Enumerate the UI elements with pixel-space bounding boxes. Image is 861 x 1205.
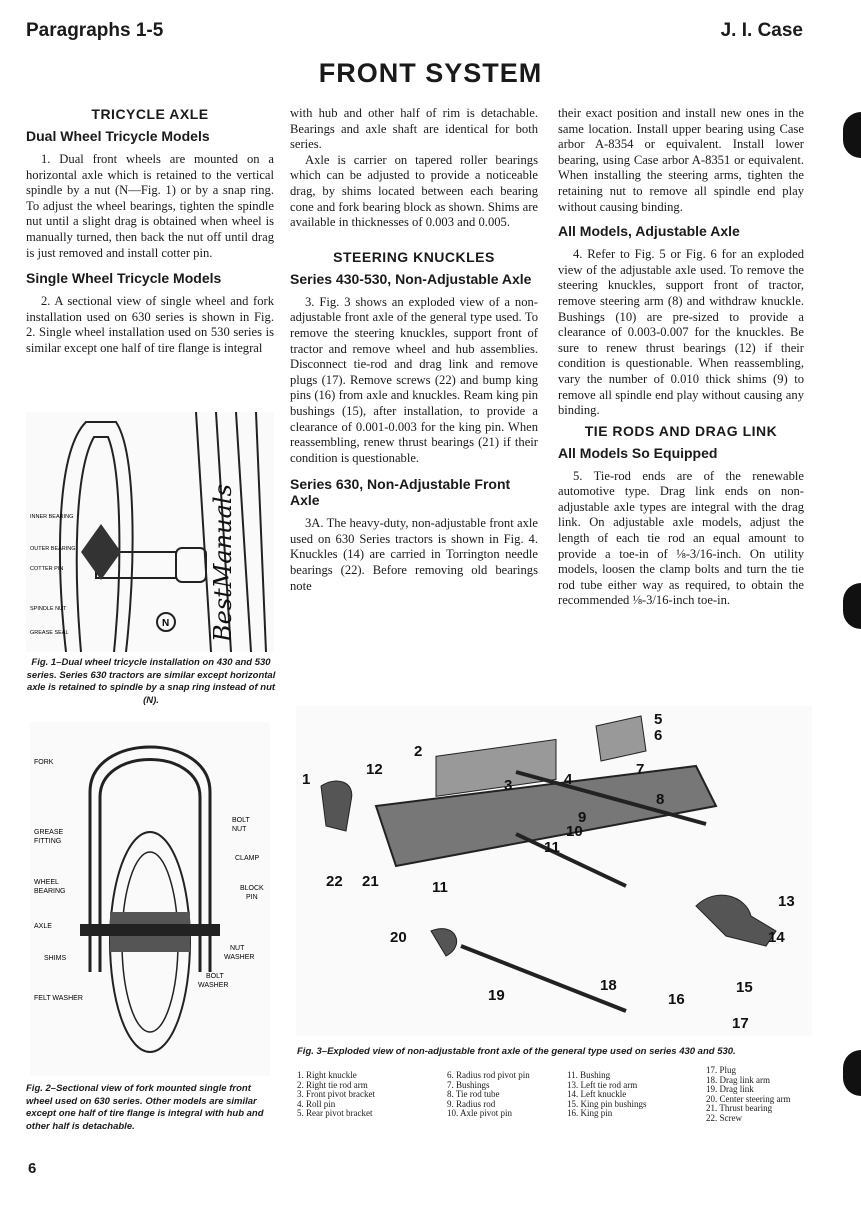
fig2-label-axle: AXLE — [34, 923, 52, 930]
legend-item: 18. Drag link arm — [706, 1074, 770, 1085]
fig1-label-outer-bearing: OUTER BEARING — [30, 546, 76, 552]
right-knuckle-shape — [321, 781, 352, 831]
edge-thumb-tab-top — [843, 112, 861, 158]
fig2-label-wheel: WHEEL — [34, 879, 59, 886]
legend-item: 3. Front pivot bracket — [297, 1089, 375, 1100]
fig2-label-bearing: BEARING — [34, 888, 66, 895]
callout-3: 3 — [504, 777, 513, 794]
legend-item: 2. Right tie rod arm — [297, 1079, 368, 1090]
legend-item: 9. Radius rod — [447, 1098, 496, 1109]
fig2-label-nut: NUT — [232, 826, 247, 833]
callout-22: 22 — [326, 873, 343, 890]
legend-item: 14. Left knuckle — [567, 1089, 627, 1100]
section-heading-tricycle-axle: TRICYCLE AXLE — [91, 106, 209, 122]
fig2-label-bolt-2: BOLT — [206, 973, 224, 980]
legend-item: 8. Tie rod tube — [447, 1089, 500, 1100]
callout-14: 14 — [768, 929, 785, 946]
page-title: FRONT SYSTEM — [318, 58, 543, 88]
paragraph-3a-continued: their exact position and install new ones in the same location. Install upper bearing using Case arbor A-8354 or equivalent. Install lower bearing, using Case arbor A-8351 or equivalent. When installing the steering arms, tighten the retaining nut to remove all spindle end play without causing binding. — [558, 106, 804, 214]
paragraph-5: 5. Tie-rod ends are of the renewable automotive type. Drag link ends on non-adjustable axle types are integral with the drag link. On adjustable axle models, adjust the length of each tie rod an equal amount to provide a toe-in of ⅛-3/16-inch. On utility models, loosen the clamp bolts and turn the tie rod tube either way as required, to obtain the recommended ⅛-3/16-inch toe-in. — [558, 468, 804, 608]
paragraph-4: 4. Refer to Fig. 5 or Fig. 6 for an exploded view of the adjustable axle used. To remove the steering knuckles, support front of tractor, remove steering arm (8) and withdraw knuckle. Bushings (10) are pre-sized to provide a clearance of 0.003-0.007 for the knuckles. Be sure to renew thrust bearings (12) if their condition is questionable. When reassembling, vary the number of 0.010 thick shims (9) to remove all spindle end play without causing any binding. — [558, 247, 804, 418]
axle-shape — [80, 924, 220, 936]
callout-12: 12 — [366, 761, 383, 778]
paragraph-2: 2. A sectional view of single wheel and fork installation used on 630 series is shown in Fig. 2. Single wheel installation used on 530 series is similar except one half of tire flange is integral — [26, 294, 274, 355]
subheading-adjustable-axle: All Models, Adjustable Axle — [558, 223, 740, 240]
fig2-label-nut-2: NUT — [230, 945, 245, 952]
fig2-label-fork: FORK — [34, 759, 54, 766]
subheading-single-wheel: Single Wheel Tricycle Models — [26, 270, 222, 287]
figure-2-fork-wheel-illustration — [30, 722, 270, 1076]
center-steering-arm-shape — [431, 929, 457, 956]
legend-column-4 — [706, 1066, 818, 1124]
legend-item: 22. Screw — [706, 1112, 742, 1123]
watermark-text: BestManuals — [209, 484, 237, 642]
fig2-label-shims: SHIMS — [44, 955, 67, 962]
fig2-label-bolt: BOLT — [232, 817, 250, 824]
paragraph-3a: 3A. The heavy-duty, non-adjustable front axle used on 630 Series tractors is shown in Fig. 4. Knuckles (14) are carried in Torrington needle bearings (22). Before removing old bearings note — [290, 516, 538, 593]
legend-item: 6. Radius rod pivot pin — [447, 1070, 530, 1080]
paragraph-axle-bearings: Axle is carrier on tapered roller bearings which can be adjusted to provide a noticeable drag, by shims located between each bearing cone and fork bearing block as shown. Shims are available in thicknesses of 0.003 and 0.005. — [290, 152, 538, 230]
paragraph-1: 1. Dual front wheels are mounted on a horizontal axle which is retained to the vertical spindle by a nut (N—Fig. 1) or by a snap ring. To adjust the wheel bearings, tighten the spindle nut until a slight drag is obtained when wheel is manually turned, then back the nut off until drag is just removed and install cotter pin. — [26, 152, 274, 260]
legend-column-1 — [297, 1071, 437, 1119]
fig1-label-grease-seal: GREASE SEAL — [30, 630, 69, 636]
figure-1-caption: Fig. 1–Dual wheel tricycle installation on 430 and 530 series. Series 630 tractors are similar except horizontal axle is retained to spindle by a snap ring instead of nut (N). — [26, 657, 276, 706]
subheading-series-430-530: Series 430-530, Non-Adjustable Axle — [290, 270, 532, 287]
fig2-label-clamp: CLAMP — [235, 855, 260, 862]
legend-item: 13. Left tie rod arm — [567, 1079, 638, 1090]
legend-column-2 — [447, 1071, 587, 1119]
callout-6: 6 — [654, 727, 663, 744]
fig2-label-washer: WASHER — [224, 954, 255, 961]
edge-thumb-tab-bottom — [843, 1050, 861, 1096]
figure-1-dual-wheel-illustration — [26, 412, 274, 652]
callout-5: 5 — [654, 711, 663, 728]
callout-10: 10 — [566, 823, 583, 840]
paragraph-2-continued: with hub and other half of rim is detachable. Bearings and axle shaft are identical for both series. — [290, 106, 538, 152]
section-heading-tie-rods: TIE RODS AND DRAG LINK — [584, 422, 778, 439]
fig2-label-pin: PIN — [246, 894, 258, 901]
legend-item: 1. Right knuckle — [297, 1070, 357, 1080]
callout-2: 2 — [414, 743, 423, 760]
legend-item: 19. Drag link — [706, 1084, 754, 1095]
fig2-label-felt-washer: FELT WASHER — [34, 995, 83, 1002]
fig1-label-spindle-nut: SPINDLE NUT — [30, 606, 67, 612]
legend-item: 15. King pin bushings — [567, 1098, 647, 1109]
figure-3-exploded-axle-illustration — [296, 706, 812, 1036]
callout-8: 8 — [656, 791, 665, 808]
fig2-label-washer-2: WASHER — [198, 982, 229, 989]
callout-9: 9 — [578, 809, 587, 826]
running-header-left: Paragraphs 1-5 — [26, 20, 164, 41]
figure-2-caption: Fig. 2–Sectional view of fork mounted single front wheel used on 630 series. Other models are similar except one half of tire flange is integral with hub and other half is detachable. — [26, 1083, 264, 1132]
callout-11-upper: 11 — [544, 839, 560, 856]
legend-column-3 — [567, 1071, 707, 1119]
legend-item: 21. Thrust bearing — [706, 1103, 773, 1114]
edge-thumb-tab-middle — [843, 583, 861, 629]
callout-11-lower: 11 — [432, 879, 448, 896]
subheading-series-630: Series 630, Non-Adjustable Front Axle — [290, 476, 511, 509]
page-number: 6 — [28, 1160, 37, 1177]
fig1-label-cotter-pin: COTTER PIN — [30, 566, 64, 572]
figure-3-caption: Fig. 3–Exploded view of non-adjustable front axle of the general type used on series 430 and 530. — [297, 1046, 736, 1057]
fig2-label-fitting: FITTING — [34, 838, 62, 845]
callout-1: 1 — [302, 771, 311, 788]
subheading-dual-wheel: Dual Wheel Tricycle Models — [26, 128, 210, 144]
callout-7: 7 — [636, 761, 645, 778]
hub-assembly-shape — [81, 524, 121, 580]
callout-13: 13 — [778, 893, 795, 910]
section-heading-steering-knuckles: STEERING KNUCKLES — [333, 248, 495, 265]
callout-19: 19 — [488, 987, 505, 1004]
legend-item: 20. Center steering arm — [706, 1093, 791, 1104]
callout-17: 17 — [732, 1015, 749, 1032]
callout-21: 21 — [362, 873, 379, 890]
fig1-label-inner-bearing: INNER BEARING — [30, 514, 74, 520]
callout-16: 16 — [668, 991, 685, 1008]
legend-item: 7. Bushings — [447, 1079, 490, 1090]
fig2-label-block: BLOCK — [240, 885, 264, 892]
legend-item: 5. Rear pivot bracket — [297, 1108, 373, 1119]
rear-pivot-bracket-shape — [596, 716, 646, 761]
legend-item: 16. King pin — [567, 1108, 613, 1119]
text-column-3 — [558, 106, 804, 609]
legend-item: 4. Roll pin — [297, 1098, 336, 1109]
callout-15: 15 — [736, 979, 753, 996]
callout-4: 4 — [564, 771, 573, 788]
left-knuckle-shape — [696, 895, 776, 946]
running-header-right: J. I. Case — [720, 20, 803, 41]
legend-item: 11. Bushing — [567, 1070, 611, 1080]
text-column-1 — [26, 106, 274, 357]
legend-item: 10. Axle pivot pin — [447, 1108, 512, 1119]
fig1-label-n: N — [162, 618, 170, 629]
callout-18: 18 — [600, 977, 617, 994]
subheading-all-models: All Models So Equipped — [558, 444, 718, 461]
text-column-2 — [290, 106, 538, 594]
legend-item: 17. Plug — [706, 1065, 737, 1075]
callout-20: 20 — [390, 929, 407, 946]
paragraph-3: 3. Fig. 3 shows an exploded view of a non-adjustable front axle of the general type used. To remove the steering knuckles, support front of tractor and remove wheel and hub assemblies. Disconnect tie-rod and drag link and remove plugs (17). Remove screws (22) and bump king pins (16) from axle and knuckles. Ream king pin bushings (15), after installation, to provide a clearance of 0.001-0.003 for the king pin. When reassembling, renew thrust bearings (21) if their condition is questionable. — [290, 294, 538, 465]
fig2-label-grease: GREASE — [34, 829, 64, 836]
